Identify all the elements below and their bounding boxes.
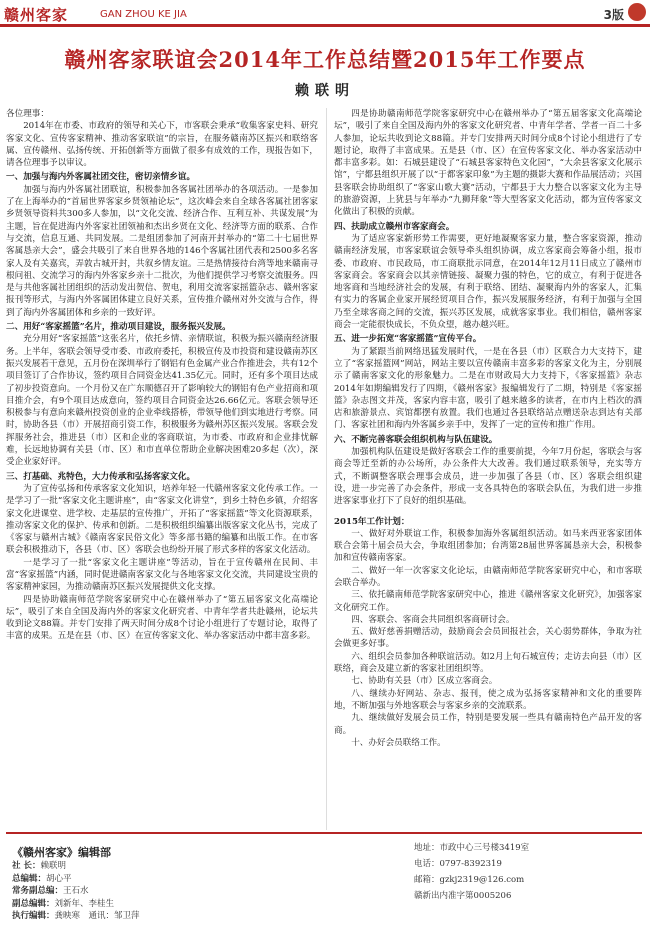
article-author: 赖联明 bbox=[295, 83, 355, 99]
paragraph: 为了宣传弘扬和传承客家文化知识，培养年轻一代赣州客家文化传承工作。一是学习了一批“客家文化主题讲座”，由“客家文化讲堂”，到乡土特色乡镇，介绍客家文化进课堂、进学校、走基层的宣传推广，开拓了“客家摇篮”等文化资源联系，推动客家文化的保护、传承和创新。二是积极组织编纂出版客家文化丛书，完成了《客家与赣州古城》《赣南客家民俗文化》等多部书籍的编纂和出版工作。在市客联会积极推动下，各县（市、区）客联会也纷纷开展了形式多样的客家文化活动。 bbox=[6, 483, 318, 556]
staff-row bbox=[12, 898, 140, 911]
staff-role: 常务副总编： bbox=[12, 886, 64, 896]
staff-role: 执行编辑： bbox=[12, 911, 55, 921]
paragraph: 加强机构队伍建设是做好客联会工作的重要前提，今年7月份起，客联会与客商会等迁至新的办公场所，办公条件大大改善。我们通过联系领导，充实等方式，不断调整客联会理事会成员，进一步加强了各县（市、区）客联会组织建设，进一步完善了办会条件，形成一支各具特色的客联会队伍，为我们进一步推进客家事业打下了良好的组织基础。 bbox=[334, 447, 642, 507]
paragraph: 四是协助赣南师范学院客家研究中心在赣州举办了“第五届客家文化高端论坛”，吸引了来自全国及海内外的客家文化研究者、中青年学者、学者一百二十多人参加，论坛共收到论文88篇。并专门安排两天时间分成8个讨论小组进行了专题讨论，取得了丰富成果。五是县（市、区）在宣传客家文化、举办客家活动中都丰富多彩。如：石城县建设了“石城县客家特色文化园”，“大余县客家文化展示馆”，宁都县组织开展了以“于都客家印象”为主题的摄影大赛和作品展活动；兴国县客联会协助组织了“客家山歌大赛”活动，宁都县于大力整合以客家文化为主导的旅游资源，上犹县与年举办“九狮拜象”等大型客家文化活动，都为宣传客家文化做出了积极的贡献。 bbox=[334, 109, 642, 218]
plan-title: 2015年工作计划： bbox=[334, 516, 410, 527]
contact-info bbox=[414, 840, 529, 904]
right-column bbox=[334, 108, 642, 830]
contact-label: 地址： bbox=[414, 843, 440, 853]
plan-item: 一、做好对外联谊工作，积极参加海外客属组织活动。如马来西亚客家团体联合会第十届会员大会，争取组团参加；台湾第28届世界客属恳亲大会，积极参加和宣传赣南客家。 bbox=[334, 528, 642, 564]
paragraph: 为了适应客家新形势工作需要，更好地凝聚客家力量，整合客家资源，推动赣南经济发展，市客家联谊会领导牵头组织协调，成立客家商会筹备小组，报市委、市政府、市民政局，市工商联批示同意，在2014年12月11日成立了赣州市客家商会。客家商会以其亲情链接、凝聚力强的特色，它的成立，有利于促进各地客商和当地经济社会的发展，有利于联络、团结、凝聚海内外的客家人，汇集有实力的客属企业家开展经贸项目合作，振兴发展服务经济，有利于加强与全国乃至全球客商之间的交流，振兴苏区发展，成就客家事业。我们相信，赣州客家商会一定能很快成长，不负众望，越办越兴旺。 bbox=[334, 233, 642, 331]
contact-value: 0797-8392319 bbox=[439, 859, 502, 869]
contact-value: gzkj2319@126.com bbox=[439, 875, 525, 885]
staff-name: 胡心平 bbox=[46, 873, 72, 884]
paragraph: 充分用好“客家摇篮”这张名片，依托乡情、亲情联谊，积极为振兴赣南经济服务。上半年，客联会领导受市委、市政府委托，积极宣传及市投资和建设赣南苏区振兴发展若干意见，五月份在深圳举行了钢铝有色金属产业合作推进会，共有12个项目签订了合作协议，签约项目合同资金达41.35亿元。同时，还有多个项目达成了初步投资意向。一个月份又在广东顺德召开了影响较大的钢铝有色产业招商和项目推介会，有9个项目达成意向，签约项目合同资金达26.66亿元。客联会领导还积极参与有意向来赣州投资创业的企业牵线搭桥，带领导他们到实地进行考察。同时，协助各县（市）开展招商引资工作，积极服务为赣州苏区振兴发展。客联会发挥服务社会，推进县（市）区和企业的客商联谊，为市委、市政府和企业排忧解难，长远地协调有关县（市、区）和市直单位帮助企业解决困难20多起（次），深受企业家好评。 bbox=[6, 334, 318, 468]
section-heading: 五、进一步拓宽“客家摇篮”宣传平台。 bbox=[334, 334, 482, 345]
staff-name: 刘新年、李桂生 bbox=[54, 898, 115, 909]
plan-item: 五、做好慈善捐赠活动，鼓励商会会员回报社会，关心弱势群体，争取为社会做更多好事。 bbox=[334, 627, 642, 650]
masthead bbox=[0, 0, 650, 30]
section-heading: 一、加强与海内外客属社团交往，密切亲情乡谊。 bbox=[6, 172, 196, 183]
paragraph: 四是协助赣南师范学院客家研究中心在赣州举办了“第五届客家文化高端论坛”，吸引了来自全国及海内外的客家文化研究者、中青年学者共赴赣州，论坛共收到论文88篇。并专门安排了两天时间分成8个讨论小组进行了专题讨论，取得了丰富的成果。五是在县（市、区）在宣传客家文化、举办客家活动中都丰富多彩。 bbox=[6, 594, 318, 642]
staff-role: 副总编辑： bbox=[12, 898, 55, 909]
contact-value: 市政中心三号楼3419室 bbox=[439, 843, 530, 853]
editorial-box bbox=[6, 832, 642, 926]
plan-item: 二、做好一年一次客家文化论坛，由赣南师范学院客家研究中心，和市客联会联合举办。 bbox=[334, 565, 642, 588]
plan-item: 七、协助有关县（市）区成立客商会。 bbox=[351, 676, 498, 687]
editorial-title: 《赣州客家》编辑部 bbox=[12, 846, 111, 859]
paragraph: 为了紧跟当前网络迅猛发展时代，一是在各县（市）区联合力大支持下，建立了“客家摇篮网”网站，网站主要以宣传赣南丰富多彩的客家文化为主，分别展示了赣南客家文化的形象魅力。二是在市财政局大力支持下，《客家摇篮》杂志2014年如期编辑发行了四期，《赣州客家》报编辑发行了二期，特别是《客家摇篮》杂志图文并茂，客家内容丰富，吸引了越来越多的读者，在市内上档次的酒店和旅游景点、宾馆都摆有放置。我们也通过各县联络站点赠送杂志到达有关部门、客家社团和海内外客属乡亲手中，发挥了一定的宣传和推广作用。 bbox=[334, 346, 642, 431]
editorial-staff bbox=[12, 860, 140, 923]
masthead-divider bbox=[0, 24, 650, 27]
column-divider bbox=[326, 108, 327, 830]
page-number: 3版 bbox=[603, 8, 624, 22]
paragraph: 一是学习了一批“客家文化主题讲座”等活动，旨在于宣传赣州在民间、丰富“客家摇篮”内涵，同时促进赣南客家文化与各地客家文化交流，共同建设宝贵的客家精神家园，为推动赣南苏区振兴发展提供文化支撑。 bbox=[6, 557, 318, 593]
plan-item: 六、组织会员参加各种联谊活动。如2月上旬石城宣传；走访去向县（市）区联络，商会及建立新的客家社团组织等。 bbox=[334, 651, 642, 675]
section-heading: 三、打基础、兆特色，大力传承和弘扬客家文化。 bbox=[6, 471, 196, 482]
paragraph: 各位理事： bbox=[6, 109, 49, 119]
contact-row bbox=[414, 888, 529, 904]
staff-name: 王石水 bbox=[63, 886, 89, 896]
staff-row bbox=[12, 873, 140, 886]
staff-role: 总编辑： bbox=[12, 873, 47, 884]
left-column bbox=[6, 108, 318, 830]
contact-value: 赣新出内准字第0005206 bbox=[414, 891, 512, 901]
staff-name: 赖联明 bbox=[40, 861, 66, 871]
plan-item: 十、办好会员联络工作。 bbox=[351, 737, 446, 748]
contact-label: 电话： bbox=[414, 859, 440, 869]
section-heading: 二、用好“客家摇篮”名片，推动项目建设，服务振兴发展。 bbox=[6, 322, 231, 333]
article-title: 赣州客家联谊会2014年工作总结暨2015年工作要点 bbox=[64, 47, 586, 72]
masthead-emblem-icon bbox=[628, 3, 646, 21]
section-heading: 四、扶助成立赣州市客家商会。 bbox=[334, 221, 455, 232]
contact-row bbox=[414, 840, 529, 856]
plan-item: 九、继续做好发展会员工作，特别是要发展一些具有赣南特色产品开发的客商。 bbox=[334, 713, 642, 736]
plan-item: 四、客联会、客商会共同组织客商研讨会。 bbox=[351, 614, 515, 625]
masthead-logo: 赣州客家 bbox=[4, 6, 69, 24]
staff-row bbox=[12, 910, 140, 923]
staff-role: 社 长： bbox=[12, 861, 41, 871]
staff-name: 龚映寒 通讯：邹卫萍 bbox=[54, 911, 140, 921]
staff-row bbox=[12, 885, 140, 898]
contact-row bbox=[414, 856, 529, 872]
contact-label: 邮箱： bbox=[414, 875, 440, 885]
staff-row bbox=[12, 860, 140, 873]
paragraph: 加强与海内外客属社团联谊，积极参加各客属社团举办的各项活动。一是参加了在上海举办的“首届世界客家乡贤领袖论坛”，这次峰会来自全球各客属社团客家乡贤领导资料共300多人参加，以“文化交流、经济合作、互利互补、共谋发展”为主题，旨在促进海内外客家社团领袖和杰出乡贤在文化、经济等方面的联系、合作与交流，信息互通、共同发展。二是组团参加了河南开封举办的“第二十七届世界客属恳亲大会”，盛会共吸引了来自世界各地的146个客属社团代表和2500多名客家人及有关嘉宾，弄敦古城开封，共叙乡情友谊。三是热情接待台湾等地来赣南寻根问祖、交流学习的海内外客家乡亲十二批次，为他们提供学习考察交流服务。四是与共他客属社团组织的活动发出贺信、贺电，利用交流客家摇篮杂志、赣州客家报刊等形式，与海内外客属团体建立良好关系，宣传推介赣州对外交流与合作，得到了海内外客属团体和乡亲的一致好评。 bbox=[6, 184, 318, 318]
plan-item: 三、依托赣南师范学院客家研究中心，推进《赣州客家文化研究》，加强客家文化研究工作。 bbox=[334, 590, 642, 613]
masthead-english: GAN ZHOU KE JIA bbox=[100, 9, 187, 20]
paragraph: 2014年在市委、市政府的领导和关心下，市客联会秉承“收集客家史料、研究客家文化、宣传客家精神、推动客家联谊”的宗旨，在服务赣南苏区振兴和联络客属、宣传赣州、弘扬传统、开拓创新等方面做了很多有成效的工作，现报告如下，请各位理事予以审议。 bbox=[6, 121, 318, 169]
section-heading: 六、不断完善客联会组织机构与队伍建设。 bbox=[334, 434, 498, 445]
contact-row bbox=[414, 872, 529, 888]
plan-item: 八、继续办好网站、杂志、报刊，使之成为弘扬客家精神和文化的重要阵地，不断加强与外地客联会与客家乡亲的交流联系。 bbox=[334, 688, 642, 711]
